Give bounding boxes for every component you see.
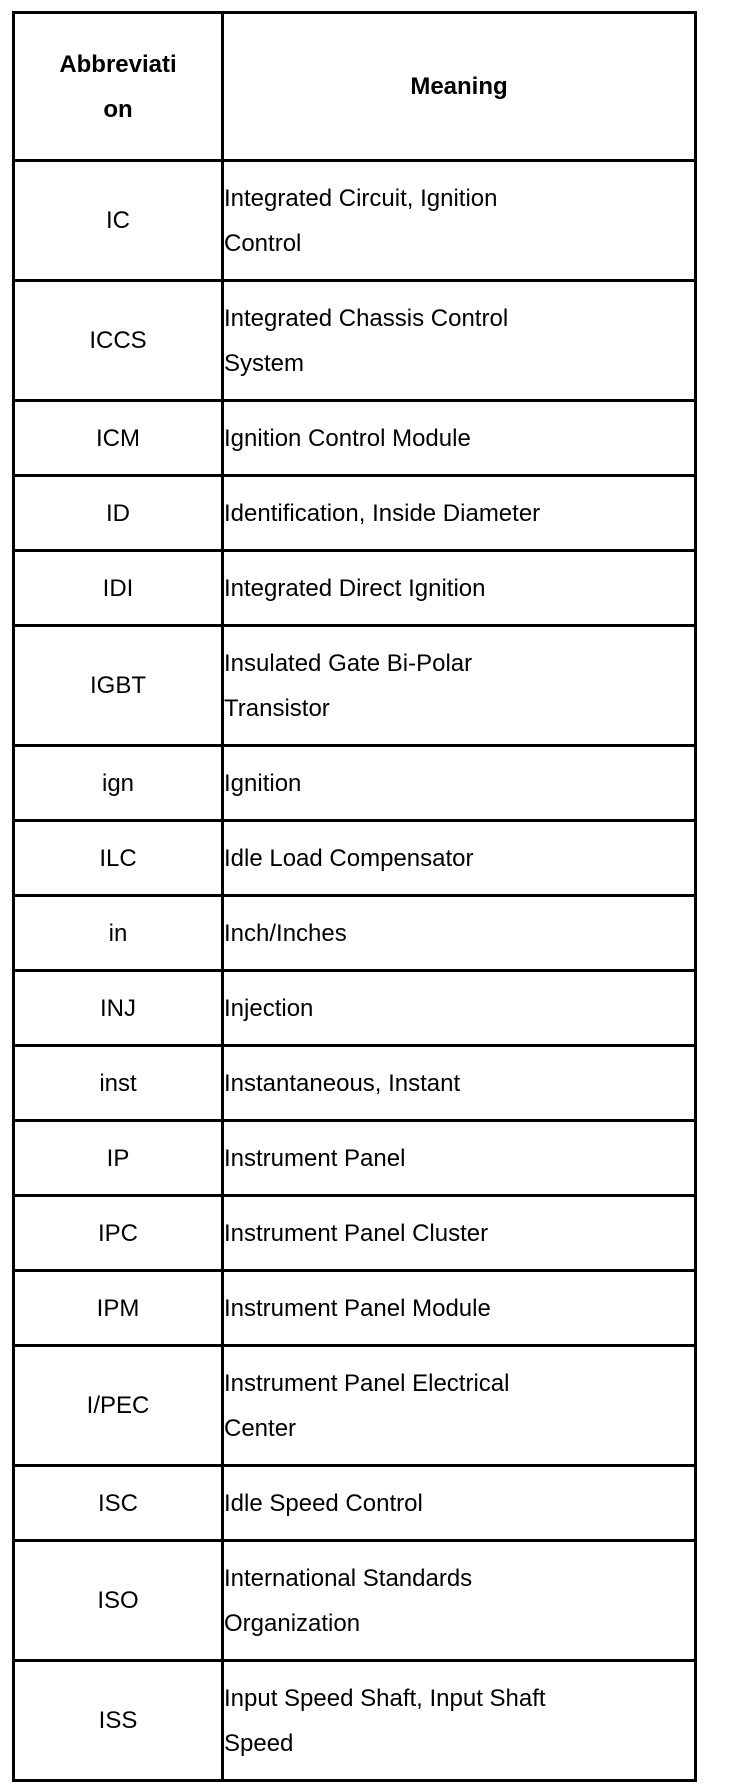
meaning-line: Ignition Control Module [224,424,471,452]
meaning-line: International Standards [224,1564,473,1592]
table-row [14,1541,696,1661]
meaning-line: Input Speed Shaft, Input Shaft [224,1684,546,1712]
meaning-cell [223,1271,696,1346]
meaning-cell [223,1661,696,1781]
meaning-line: Organization [224,1609,361,1637]
meaning-cell [223,161,696,281]
meaning-line: Center [224,1414,297,1442]
abbreviation-cell: INJ [14,971,223,1046]
abbreviation-cell: IGBT [14,626,223,746]
meaning-line: Instrument Panel Cluster [224,1219,489,1247]
meaning-line: Transistor [224,694,330,722]
abbreviation-cell: ISS [14,1661,223,1781]
meaning-line: Speed [224,1729,294,1757]
meaning-line: Integrated Direct Ignition [224,574,486,602]
abbreviation-cell: ign [14,746,223,821]
abbreviation-cell: I/PEC [14,1346,223,1466]
table-row [14,971,696,1046]
meaning-cell [223,971,696,1046]
meaning-cell [223,551,696,626]
meaning-line: Insulated Gate Bi-Polar [224,649,473,677]
table-row [14,626,696,746]
abbreviation-cell: IP [14,1121,223,1196]
meaning-cell [223,1046,696,1121]
abbreviation-cell: ILC [14,821,223,896]
table-header-row [14,13,696,161]
abbreviation-cell: IPM [14,1271,223,1346]
abbreviation-cell: IDI [14,551,223,626]
abbreviation-cell: ISO [14,1541,223,1661]
meaning-cell [223,281,696,401]
meaning-column-header: Meaning [223,13,696,161]
meaning-line: Identification, Inside Diameter [224,499,541,527]
meaning-cell [223,746,696,821]
meaning-cell [223,1466,696,1541]
table-row [14,821,696,896]
abbreviation-cell: ISC [14,1466,223,1541]
meaning-cell [223,896,696,971]
table-row [14,746,696,821]
meaning-cell [223,1346,696,1466]
meaning-line: Instrument Panel Electrical [224,1369,510,1397]
meaning-cell [223,1121,696,1196]
table-row [14,281,696,401]
meaning-cell [223,1196,696,1271]
meaning-line: Ignition [224,769,302,797]
meaning-cell [223,476,696,551]
abbreviation-cell: ICM [14,401,223,476]
abbreviation-cell: IPC [14,1196,223,1271]
meaning-cell [223,401,696,476]
meaning-cell [223,1541,696,1661]
table-row [14,896,696,971]
abbreviation-cell: IC [14,161,223,281]
table-row [14,1661,696,1781]
meaning-line: Instantaneous, Instant [224,1069,461,1097]
abbreviation-header-line-1: Abbreviati [59,50,177,78]
meaning-line: Integrated Chassis Control [224,304,509,332]
meaning-line: Instrument Panel [224,1144,406,1172]
table-body [14,161,696,1781]
meaning-line: Injection [224,994,314,1022]
table-row [14,1346,696,1466]
abbreviations-table [12,11,697,1782]
meaning-line: Instrument Panel Module [224,1294,491,1322]
meaning-line: Integrated Circuit, Ignition [224,184,498,212]
abbreviation-column-header [14,13,223,161]
meaning-line: Idle Speed Control [224,1489,423,1517]
table-row [14,1466,696,1541]
abbreviation-cell: in [14,896,223,971]
meaning-line: Control [224,229,302,257]
meaning-cell [223,626,696,746]
abbreviation-cell: ICCS [14,281,223,401]
meaning-line: System [224,349,305,377]
meaning-line: Idle Load Compensator [224,844,474,872]
table-row [14,1046,696,1121]
table-row [14,551,696,626]
abbreviation-header-line-2: on [103,95,133,123]
table-row [14,1271,696,1346]
table-row [14,1121,696,1196]
table-row [14,161,696,281]
table-row [14,401,696,476]
meaning-line: Inch/Inches [224,919,347,947]
table-row [14,1196,696,1271]
abbreviation-cell: ID [14,476,223,551]
meaning-cell [223,821,696,896]
abbreviation-cell: inst [14,1046,223,1121]
table-row [14,476,696,551]
